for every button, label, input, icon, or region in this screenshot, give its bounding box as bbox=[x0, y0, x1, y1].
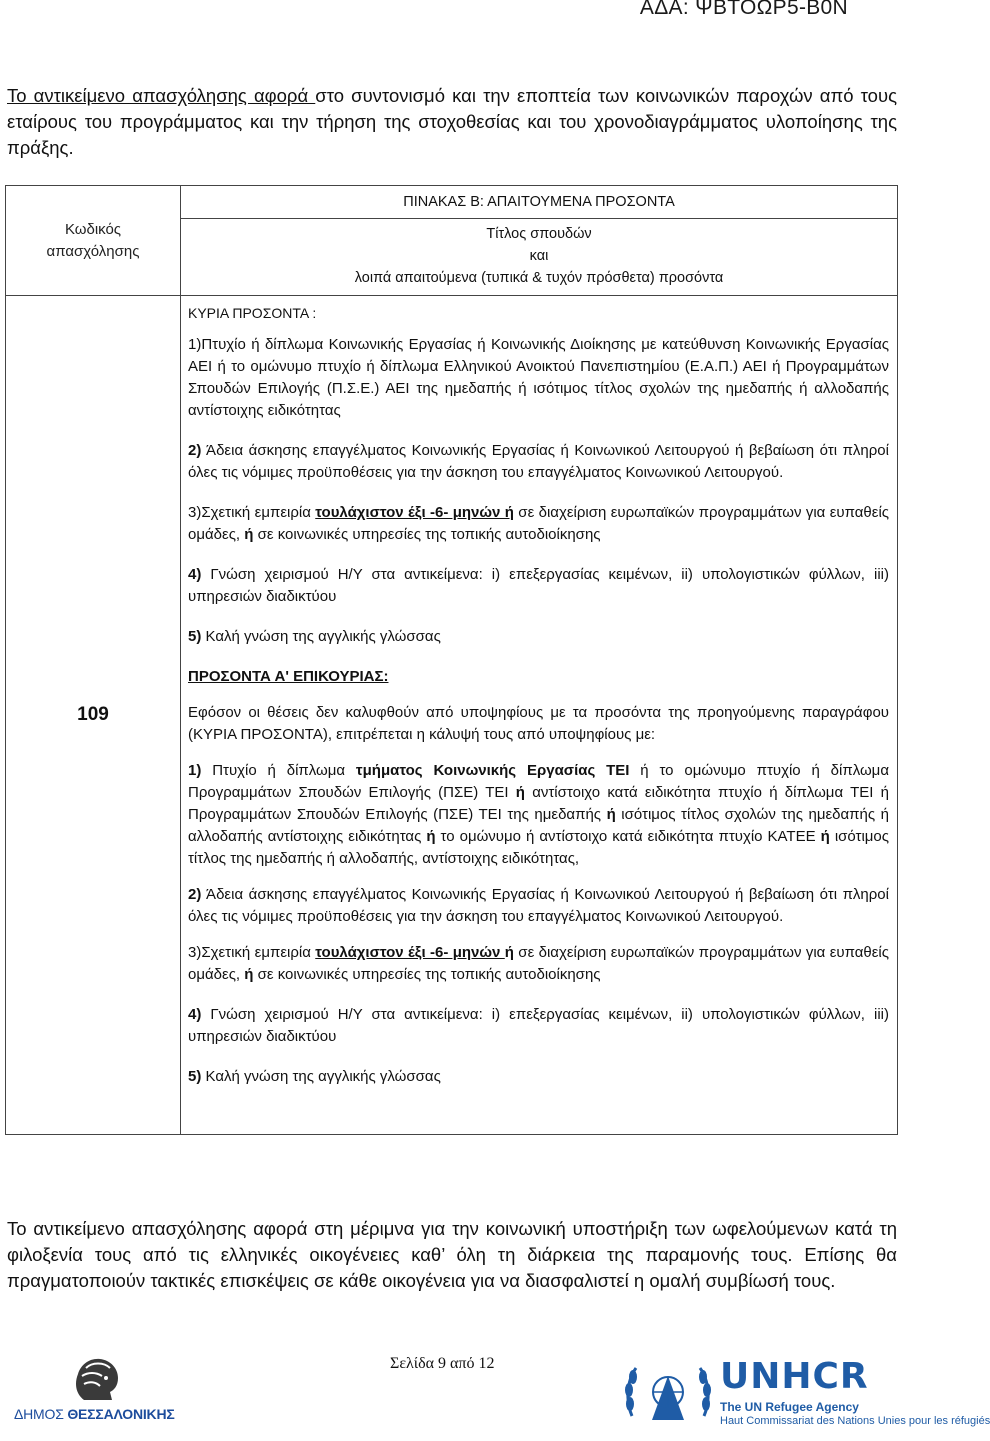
ada-code: ΑΔΑ: ΨΒΤΟΩΡ5-Β0Ν bbox=[639, 0, 848, 19]
requirements-cell bbox=[181, 296, 898, 1135]
sub-header-cell bbox=[181, 219, 898, 296]
req-k4: 4) Γνώση χειρισμού Η/Υ στα αντικείμενα: i) επεξεργασίας κειμένων, ii) υπολογιστικών φύλλων, iii) υπηρεσιών διαδικτύου bbox=[188, 566, 889, 605]
table-title: ΠΙΝΑΚΑΣ Β: ΑΠΑΙΤΟΥΜΕΝΑ ΠΡΟΣΟΝΤΑ bbox=[181, 186, 898, 219]
sub-header-line-2: και bbox=[529, 248, 549, 264]
municipality-logo bbox=[14, 1354, 184, 1430]
sub-header-line-1: Τίτλος σπουδών bbox=[486, 226, 592, 242]
outro-text: στη μέριμνα για την κοινωνική υποστήριξη των ωφελούμενων κατά τη φιλοξενία τους από τις ελληνικές οικογένειες καθ’ όλη τη διάρκεια της παραμονής τους. Επίσης θα πραγματοποιούν τακτικές επισκέψεις σε κάθε οικογένεια για να διασφαλιστεί η ομαλή συμβίωσή τους. bbox=[7, 1218, 897, 1291]
req-a4: 4) Γνώση χειρισμού Η/Υ στα αντικείμενα: i) επεξεργασίας κειμένων, ii) υπολογιστικών φύλλων, iii) υπηρεσιών διαδικτύου bbox=[188, 1006, 889, 1045]
outro-paragraph bbox=[7, 1216, 897, 1294]
unhcr-logo bbox=[622, 1352, 990, 1434]
a-label: ΠΡΟΣΟΝΤΑ Α' ΕΠΙΚΟΥΡΙΑΣ: bbox=[188, 668, 389, 685]
req-a1: 1) Πτυχίο ή δίπλωμα τμήματος Κοινωνικής Εργασίας ΤΕΙ ή το ομώνυμο πτυχίο ή δίπλωμα Προγραμμάτων Σπουδών Επιλογής (ΠΣΕ) ΤΕΙ ή αντίστοιχο κατά ειδικότητα πτυχίο ή δίπλωμα ΤΕΙ ή Προγραμμάτων Σπουδών Επιλογής (ΠΣΕ) ΤΕΙ της ημεδαπής ή ισότιμος τίτλος σχολών της ημεδαπής ή αλλοδαπής αντίστοιχης ειδικότητας ή το ομώνυμο ή αντίστοιχο κατά ειδικότητα πτυχίο ΚΑΤΕΕ ή ισότιμος τίτλος της ημεδαπής ή αλλοδαπής, αντίστοιχης ειδικότητας, bbox=[188, 762, 890, 867]
outro-lead: Το αντικείμενο απασχόλησης αφορά bbox=[7, 1218, 308, 1239]
intro-paragraph bbox=[7, 83, 897, 161]
code-header-line-1: Κωδικός bbox=[64, 220, 122, 238]
code-value: 109 bbox=[77, 704, 109, 725]
sub-header-line-3: λοιπά απαιτούμενα (τυπικά & τυχόν πρόσθετα) προσόντα bbox=[354, 270, 724, 286]
req-k3: 3)Σχετική εμπειρία τουλάχιστον έξι -6- μηνών ή σε διαχείριση ευρωπαϊκών προγραμμάτων για ευπαθείς ομάδες, ή σε κοινωνικές υπηρεσίες της τοπικής αυτοδιοίκησης bbox=[188, 504, 890, 543]
municipality-name: ΔΗΜΟΣ ΘΕΣΣΑΛΟΝΙΚΗΣ bbox=[14, 1406, 175, 1422]
req-k5: 5) Καλή γνώση της αγγλικής γλώσσας bbox=[188, 628, 441, 645]
intro-text: στο συντονισμό και την εποπτεία των κοινωνικών παροχών από τους εταίρους του προγράμματος και την τήρηση της στοχοθεσίας και του χρονοδιαγράμματος υλοποίησης της πράξης. bbox=[7, 85, 897, 158]
req-a3: 3)Σχετική εμπειρία τουλάχιστον έξι -6- μηνών ή σε διαχείριση ευρωπαϊκών προγραμμάτων για ευπαθείς ομάδες, ή σε κοινωνικές υπηρεσίες της τοπικής αυτοδιοίκησης bbox=[188, 944, 889, 983]
unhcr-tagline-fr: Haut Commissariat des Nations Unies pour les réfugiés bbox=[720, 1415, 990, 1427]
unhcr-wordmark: UNHCR bbox=[720, 1356, 869, 1397]
req-a5: 5) Καλή γνώση της αγγλικής γλώσσας bbox=[188, 1068, 441, 1085]
kyria-label: ΚΥΡΙΑ ΠΡΟΣΟΝΤΑ : bbox=[188, 305, 317, 321]
req-a2: 2) Άδεια άσκησης επαγγέλματος Κοινωνικής Εργασίας ή Κοινωνικού Λειτουργού ή βεβαίωση ότι πληροί όλες τις νόμιμες προϋποθέσεις για την άσκηση του επαγγέλματος Κοινωνικού Λειτουργού. bbox=[188, 886, 889, 925]
page-number: Σελίδα 9 από 12 bbox=[390, 1355, 495, 1372]
un-emblem-icon bbox=[622, 1354, 714, 1426]
requirements-table bbox=[5, 185, 898, 1135]
intro-lead: Το αντικείμενο απασχόλησης αφορά bbox=[7, 85, 316, 106]
code-header-cell bbox=[6, 186, 181, 296]
code-value-cell bbox=[6, 296, 181, 1135]
code-header-line-2: απασχόλησης bbox=[46, 242, 140, 260]
a-intro: Εφόσον οι θέσεις δεν καλυφθούν από υποψηφίους με τα προσόντα της προηγούμενης παραγράφου (ΚΥΡΙΑ ΠΡΟΣΟΝΤΑ), επιτρέπεται η κάλυψή τους από υποψηφίους με: bbox=[188, 704, 889, 743]
alexander-head-icon bbox=[66, 1354, 126, 1404]
req-k1: 1)Πτυχίο ή δίπλωμα Κοινωνικής Εργασίας ή Κοινωνικής Διοίκησης με κατεύθυνση Κοινωνικής Εργασίας ΑΕΙ ή το ομώνυμο πτυχίο ή δίπλωμα Ελληνικού Ανοικτού Πανεπιστημίου (Ε.Α.Π.) ΑΕΙ ή Προγραμμάτων Σπουδών Επιλογής (Π.Σ.Ε.) ΑΕΙ της ημεδαπής ή ισότιμος τίτλος σχολών της ημεδαπής ή αλλοδαπής αντίστοιχης ειδικότητας bbox=[188, 336, 889, 419]
unhcr-tagline-en: The UN Refugee Agency bbox=[720, 1400, 859, 1414]
req-k2: 2) Άδεια άσκησης επαγγέλματος Κοινωνικής Εργασίας ή Κοινωνικού Λειτουργού ή βεβαίωση ότι πληροί όλες τις νόμιμες προϋποθέσεις για την άσκηση του επαγγέλματος Κοινωνικού Λειτουργού. bbox=[188, 442, 889, 481]
